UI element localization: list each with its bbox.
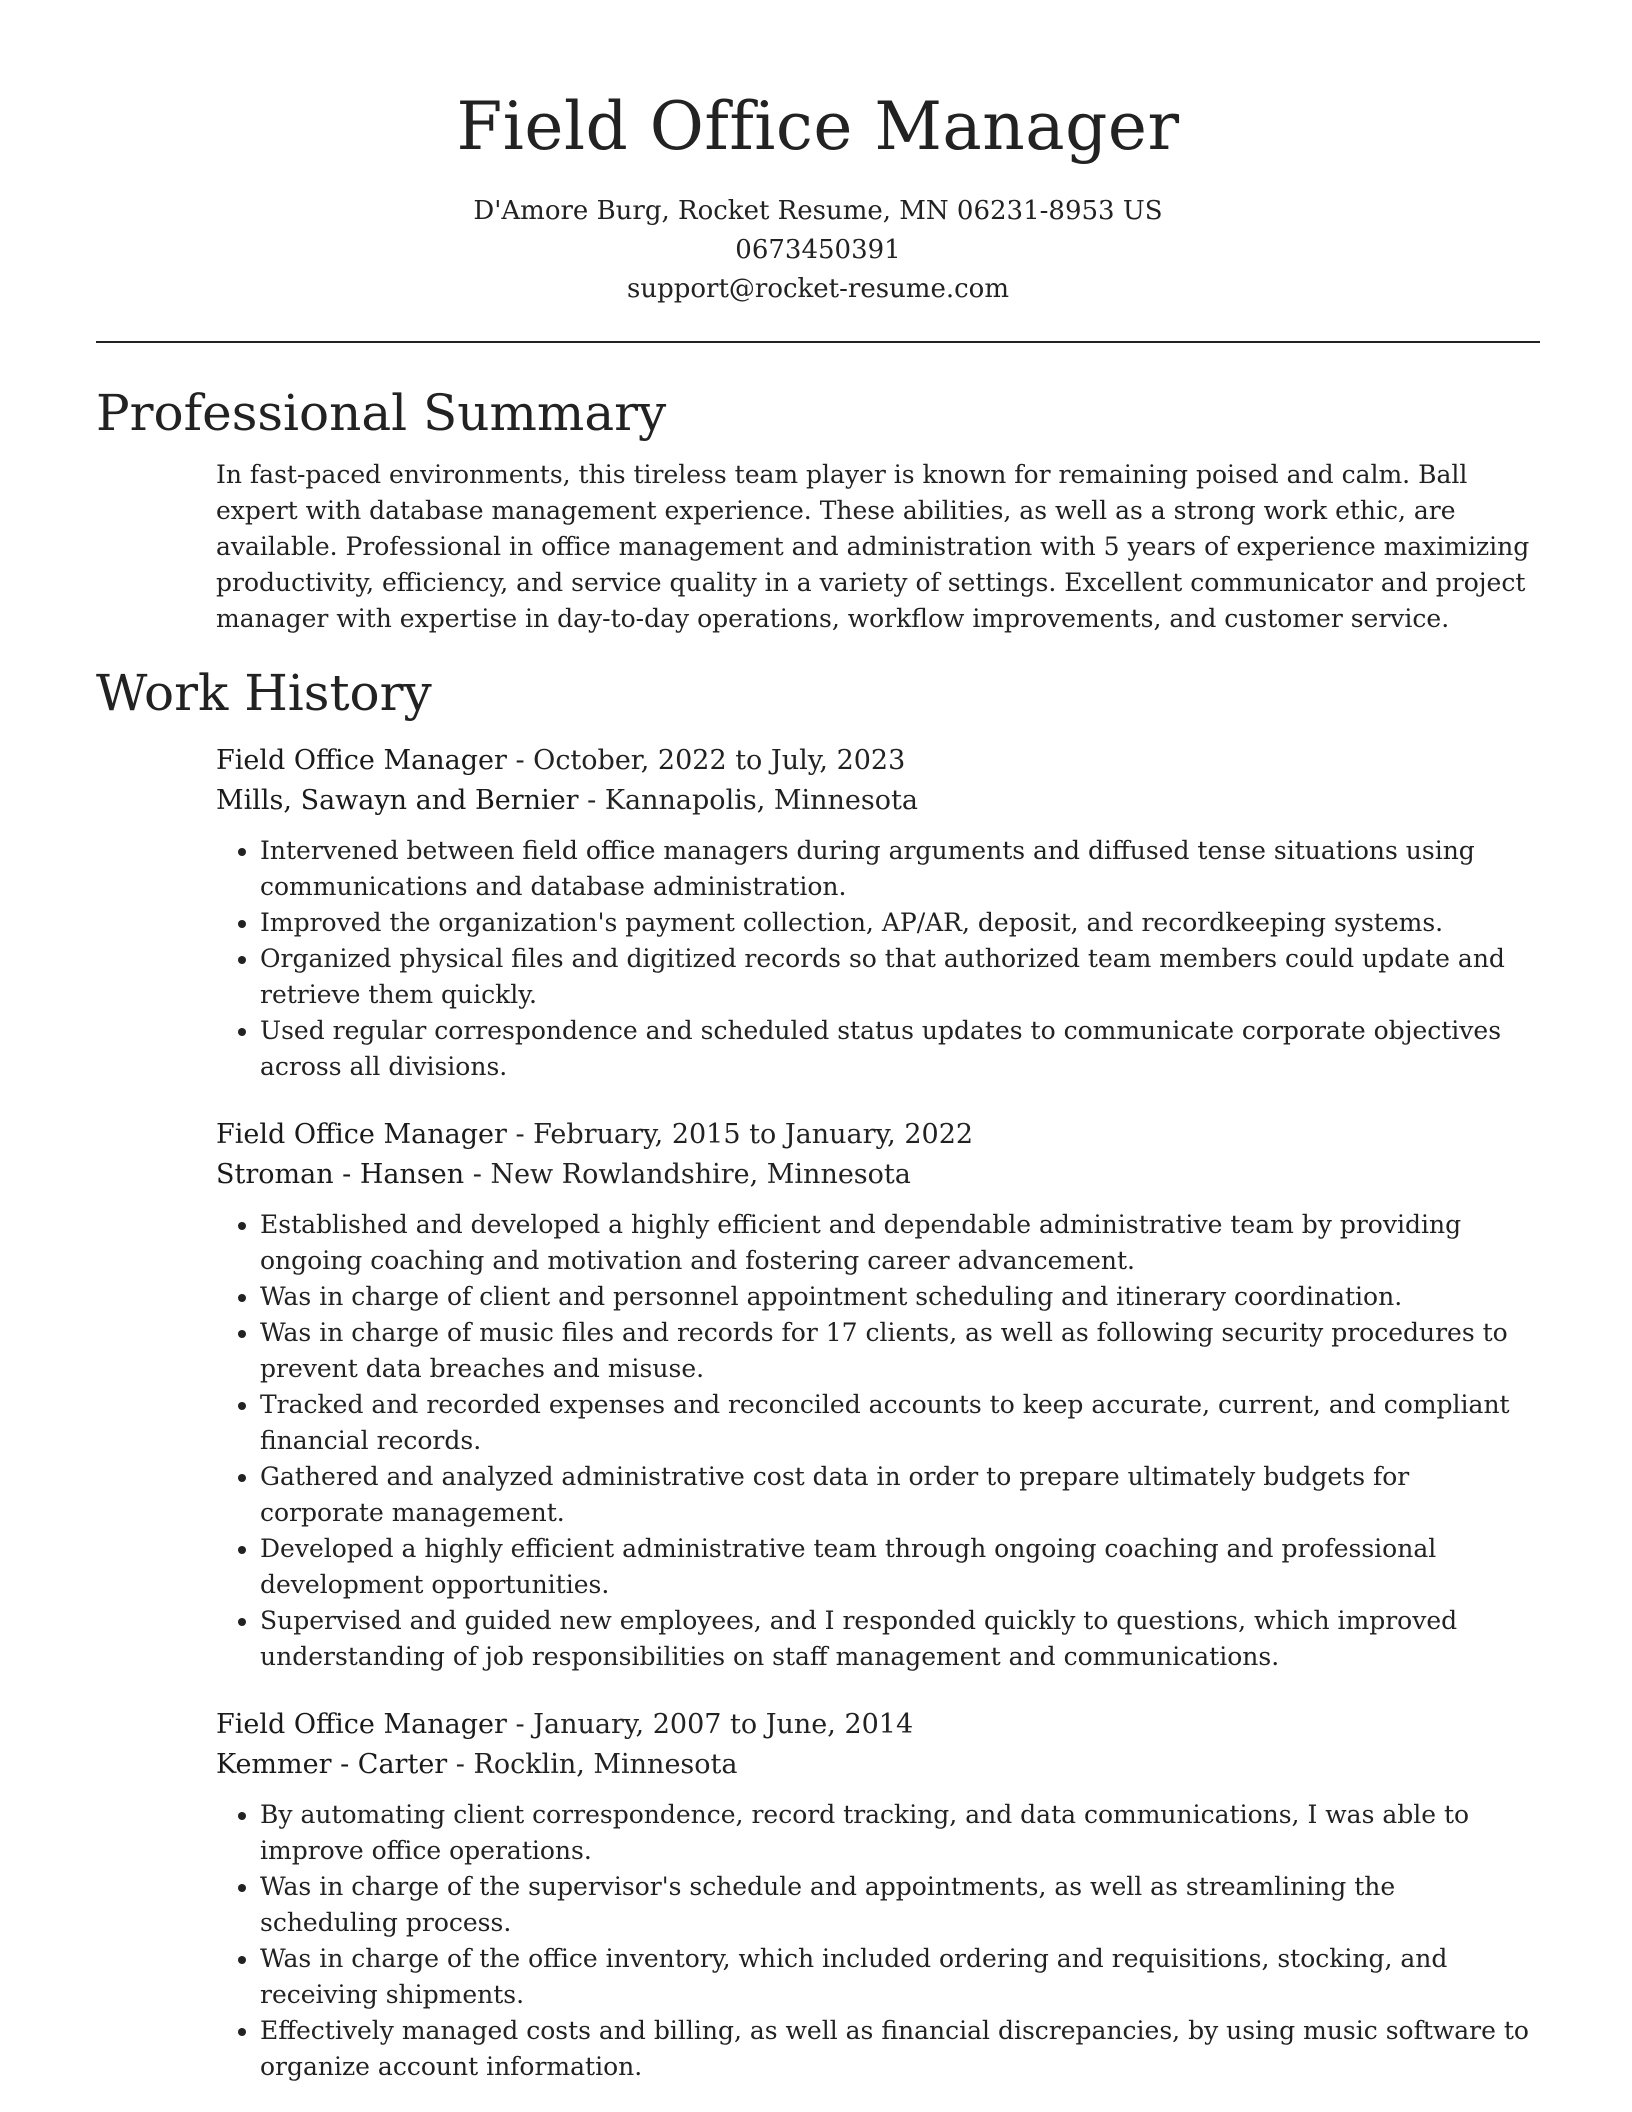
job-title: Field Office Manager [216, 1709, 507, 1740]
job-bullet: • Was in charge of the supervisor's schedule and appointments, as well as streamlining the scheduling process. [260, 1869, 1540, 1941]
job-title-line [216, 741, 1540, 781]
header-divider [96, 341, 1540, 343]
job-bullet: • By automating client correspondence, record tracking, and data communications, I was able to improve office operations. [260, 1797, 1540, 1869]
job-company: Stroman - Hansen [216, 1159, 465, 1190]
job-bullet: • Intervened between field office managers during arguments and diffused tense situations using communications and database administration. [260, 833, 1540, 905]
job-entry [216, 1705, 1540, 2085]
resume-header [96, 0, 1540, 309]
job-title: Field Office Manager [216, 1119, 507, 1150]
summary-heading: Professional Summary [96, 384, 667, 442]
job-bullets [216, 833, 1540, 1085]
job-title-line [216, 1705, 1540, 1745]
job-location: - Rocklin, Minnesota [447, 1749, 738, 1780]
job-bullet: • Improved the organization's payment collection, AP/AR, deposit, and recordkeeping systems. [260, 905, 1540, 941]
job-bullet: • Tracked and recorded expenses and reconciled accounts to keep accurate, current, and compliant financial records. [260, 1387, 1540, 1459]
job-bullet: • Gathered and analyzed administrative cost data in order to prepare ultimately budgets for corporate management. [260, 1459, 1540, 1531]
job-company-line [216, 1155, 1540, 1195]
job-company: Kemmer - Carter [216, 1749, 448, 1780]
contact-block [96, 192, 1540, 309]
job-bullet: • Used regular correspondence and scheduled status updates to communicate corporate objectives across all divisions. [260, 1013, 1540, 1085]
job-dates: - October, 2022 to July, 2023 [506, 745, 906, 776]
work-history-heading: Work History [96, 664, 432, 722]
job-title: Field Office Manager [216, 745, 507, 776]
job-entry [216, 741, 1540, 1085]
job-location: - New Rowlandshire, Minnesota [464, 1159, 911, 1190]
job-bullet: • Established and developed a highly efficient and dependable administrative team by providing ongoing coaching and motivation and fostering career advancement. [260, 1207, 1540, 1279]
resume-title: Field Office Manager [456, 88, 1180, 165]
job-location: - Kannapolis, Minnesota [578, 785, 918, 816]
job-dates: - January, 2007 to June, 2014 [506, 1709, 914, 1740]
job-dates: - February, 2015 to January, 2022 [506, 1119, 974, 1150]
job-bullet: • Developed a highly efficient administrative team through ongoing coaching and professional development opportunities. [260, 1531, 1540, 1603]
contact-email: support@rocket-resume.com [626, 274, 1009, 304]
job-bullets [216, 1207, 1540, 1675]
job-bullet: • Was in charge of the office inventory, which included ordering and requisitions, stocking, and receiving shipments. [260, 1941, 1540, 2013]
contact-phone: 0673450391 [735, 235, 901, 265]
job-title-line [216, 1115, 1540, 1155]
job-bullet: • Was in charge of client and personnel appointment scheduling and itinerary coordination. [260, 1279, 1540, 1315]
job-bullet: • Supervised and guided new employees, and I responded quickly to questions, which improved understanding of job responsibilities on staff management and communications. [260, 1603, 1540, 1675]
job-bullet: • Effectively managed costs and billing, as well as financial discrepancies, by using music software to organize account information. [260, 2013, 1540, 2085]
job-entry [216, 1115, 1540, 1675]
job-bullet: • Was in charge of music files and records for 17 clients, as well as following security procedures to prevent data breaches and misuse. [260, 1315, 1540, 1387]
job-company-line [216, 1745, 1540, 1785]
resume-page [96, 0, 1540, 2085]
contact-address: D'Amore Burg, Rocket Resume, MN 06231-8953 US [473, 196, 1163, 226]
job-bullet: • Organized physical files and digitized records so that authorized team members could update and retrieve them quickly. [260, 941, 1540, 1013]
job-company: Mills, Sawayn and Bernier [216, 785, 579, 816]
job-bullets [216, 1797, 1540, 2085]
summary-text: In fast-paced environments, this tireless team player is known for remaining poised and calm. Ball expert with database management experience. These abilities, as well as a strong work ethic, are available. Professional in office management and administration with 5 years of experience maximizing productivity, efficiency, and service quality in a variety of settings. Excellent communicator and project manager with expertise in day-to-day operations, workflow improvements, and customer service. [216, 460, 1530, 633]
job-company-line [216, 781, 1540, 821]
